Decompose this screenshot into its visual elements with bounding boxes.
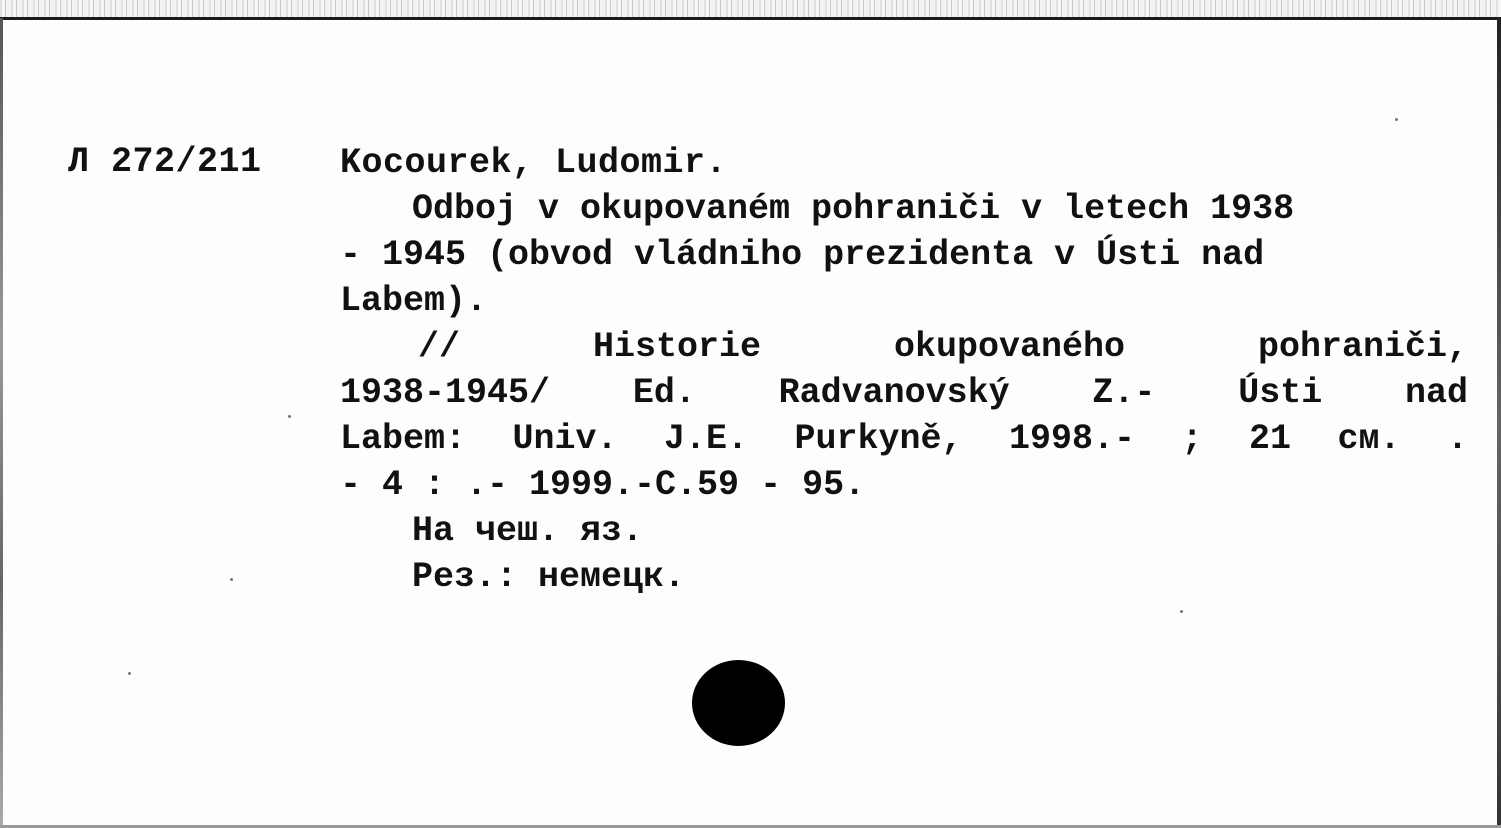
scan-speck bbox=[230, 578, 233, 581]
source-word: nad bbox=[1404, 373, 1468, 413]
source-word: Z.- bbox=[1092, 373, 1156, 413]
shelfmark: Л 272/211 bbox=[68, 142, 262, 182]
source-word: Labem: bbox=[340, 419, 467, 459]
source-word: Ústi bbox=[1238, 373, 1323, 413]
source-word: Purkyně, bbox=[794, 419, 963, 459]
summary-note: Рез.: немецк. bbox=[412, 557, 686, 597]
scan-speck bbox=[128, 672, 131, 675]
title-line-1: Odboj v okupovaném pohraniči v letech 1938 bbox=[412, 189, 1295, 229]
card-punch-hole bbox=[692, 660, 785, 746]
source-line-2 bbox=[340, 370, 1468, 416]
source-word: 1938-1945/ bbox=[340, 373, 551, 413]
card-right-border bbox=[1497, 18, 1501, 828]
source-line-1 bbox=[340, 324, 1468, 370]
scan-top-edge bbox=[0, 0, 1501, 18]
card-left-border bbox=[0, 18, 3, 828]
source-word: ; bbox=[1181, 419, 1203, 459]
source-line-4: - 4 : .- 1999.-С.59 - 95. bbox=[340, 465, 866, 505]
bibliographic-entry bbox=[340, 140, 1468, 600]
source-word: Radvanovský bbox=[778, 373, 1010, 413]
source-line-3 bbox=[340, 416, 1468, 462]
source-word: // bbox=[418, 327, 461, 367]
source-word: . bbox=[1446, 419, 1468, 459]
scan-speck bbox=[1180, 610, 1183, 613]
card-top-border bbox=[0, 17, 1501, 20]
title-line-2: - 1945 (obvod vládniho prezidenta v Ústi nad bbox=[340, 235, 1265, 275]
source-word: J.E. bbox=[664, 419, 749, 459]
source-word: 21 bbox=[1248, 419, 1291, 459]
scan-speck bbox=[288, 415, 291, 418]
source-word: Historie bbox=[592, 327, 761, 367]
language-note: На чеш. яз. bbox=[412, 511, 644, 551]
source-word: okupovaného bbox=[893, 327, 1125, 367]
author-heading: Kocourek, Ludomir. bbox=[340, 143, 728, 183]
title-line-3: Labem). bbox=[340, 281, 488, 321]
source-word: pohraniči, bbox=[1257, 327, 1468, 367]
source-word: см. bbox=[1337, 419, 1401, 459]
source-word: Ed. bbox=[632, 373, 696, 413]
scan-speck bbox=[1395, 118, 1398, 121]
source-word: Univ. bbox=[512, 419, 618, 459]
source-word: 1998.- bbox=[1008, 419, 1136, 459]
